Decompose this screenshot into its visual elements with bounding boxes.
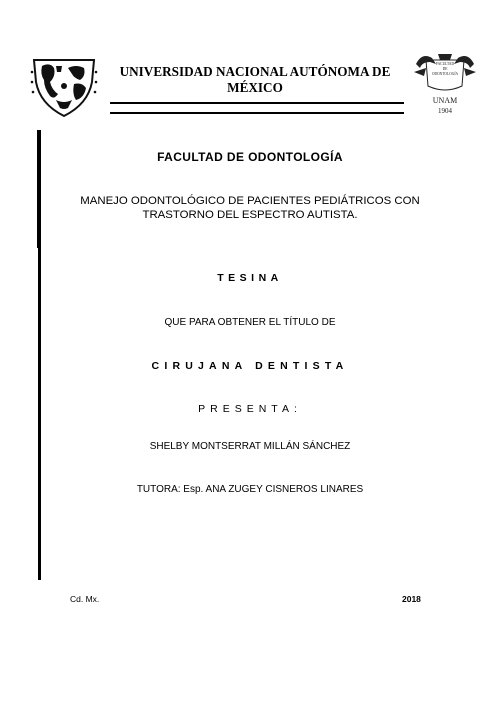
faculty-name: FACULTAD DE ODONTOLOGÍA	[157, 150, 343, 164]
tutor-name: TUTORA: Esp. ANA ZUGEY CISNEROS LINARES	[136, 484, 364, 495]
vertical-bar-thick	[37, 130, 41, 248]
degree-title: CIRUJANA DENTISTA	[151, 360, 349, 372]
degree-purpose: QUE PARA OBTENER EL TÍTULO DE	[164, 317, 336, 328]
header-rule-top	[110, 102, 404, 104]
university-title: UNIVERSIDAD NACIONAL AUTÓNOMA DE MÉXICO	[119, 64, 391, 95]
year: 2018	[402, 594, 421, 604]
header-rule-bottom	[110, 112, 404, 114]
presents-label: PRESENTA:	[198, 403, 302, 415]
city: Cd. Mx.	[70, 594, 100, 604]
vertical-bar-thin	[38, 248, 41, 580]
thesis-type: TESINA	[217, 272, 283, 284]
thesis-title: MANEJO ODONTOLÓGICO DE PACIENTES PEDIÁTRICOS CON TRASTORNO DEL ESPECTRO AUTISTA.	[80, 195, 420, 221]
author-name: SHELBY MONTSERRAT MILLÁN SÁNCHEZ	[149, 441, 351, 452]
unam-escudo-icon	[28, 52, 100, 120]
facultad-odontologia-escudo-icon: FACULTAD DE ODONTOLOGÍA UNAM 1904	[412, 50, 478, 120]
